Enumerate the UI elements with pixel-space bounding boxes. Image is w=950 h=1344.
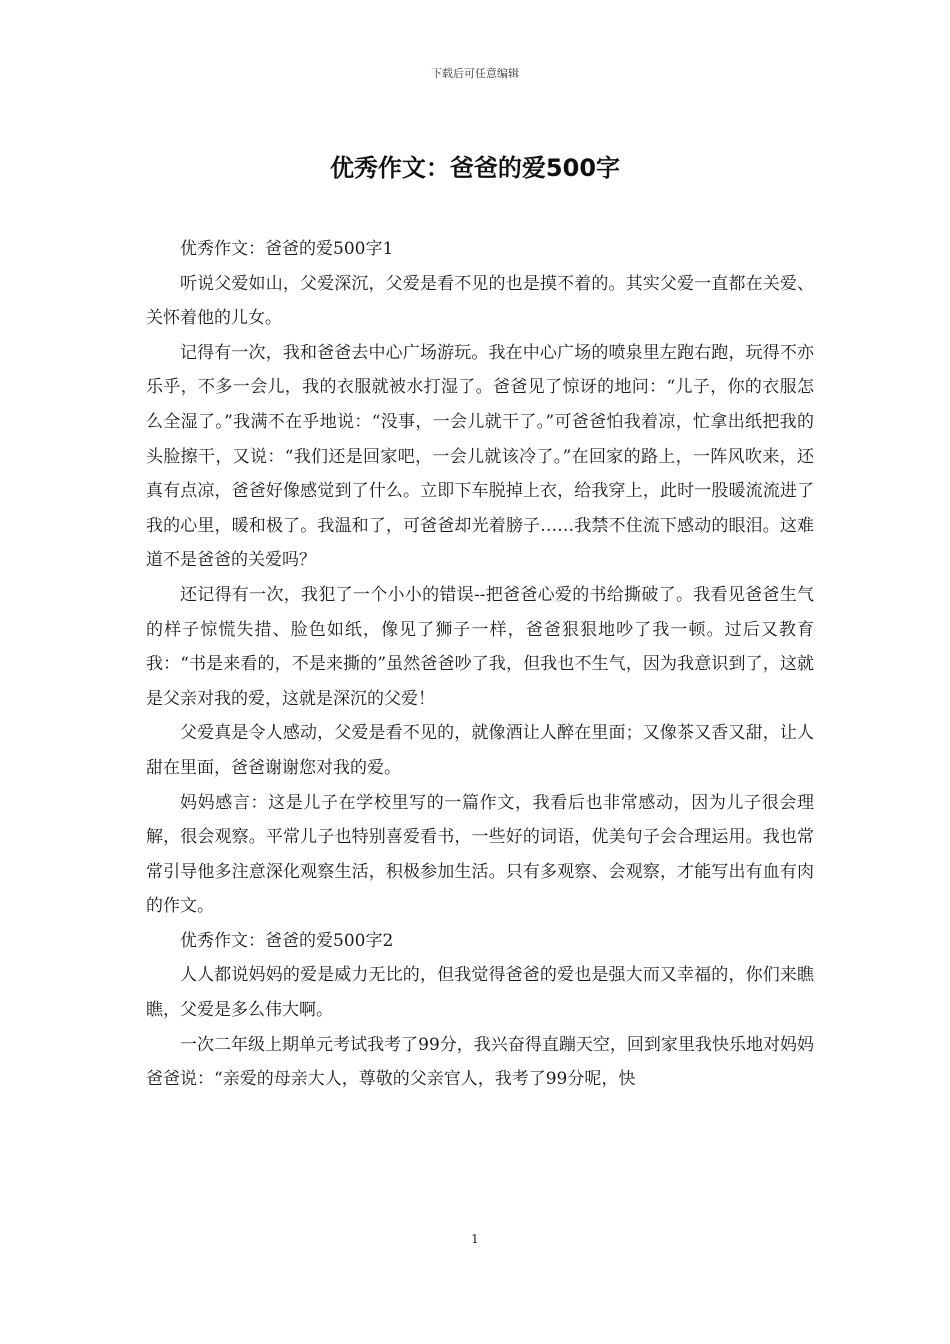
paragraph: 还记得有一次，我犯了一个小小的错误--把爸爸心爱的书给撕破了。我看见爸爸生气的样子惊慌失措、脸色如纸，像见了狮子一样，爸爸狠狠地吵了我一顿。过后又教育我：“书是来看的，不是来撕的”虽然爸爸吵了我，但我也不生气，因为我意识到了，这就是父亲对我的爱，这就是深沉的父爱！ [146, 584, 814, 709]
paragraph: 人人都说妈妈的爱是威力无比的，但我觉得爸爸的爱也是强大而又幸福的，你们来瞧瞧，父爱是多么伟大啊。 [146, 965, 814, 1021]
section-heading: 优秀作文：爸爸的爱500字2 [180, 930, 394, 951]
paragraph: 一次二年级上期单元考试我考了99分，我兴奋得直蹦天空，回到家里我快乐地对妈妈爸爸说：“亲爱的母亲大人，尊敬的父亲官人，我考了99分呢，快 [146, 1034, 814, 1090]
section-heading: 优秀作文：爸爸的爱500字1 [180, 239, 394, 259]
document-title: 优秀作文：爸爸的爱500字 [329, 154, 621, 182]
paragraph: 听说父爱如山，父爱深沉，父爱是看不见的也是摸不着的。其实父爱一直都在关爱、关怀着他的儿女。 [146, 273, 814, 329]
page-number: 1 [471, 1232, 479, 1246]
paragraph: 父爱真是令人感动，父爱是看不见的，就像酒让人醉在里面；又像茶又香又甜，让人甜在里面，爸爸谢谢您对我的爱。 [146, 723, 814, 778]
paragraph: 记得有一次，我和爸爸去中心广场游玩。我在中心广场的喷泉里左跑右跑，玩得不亦乐乎，不多一会儿，我的衣服就被水打湿了。爸爸见了惊讶的地问：“儿子，你的衣服怎么全湿了。”我满不在乎地说：“没事，一会儿就干了。”可爸爸怕我着凉，忙拿出纸把我的头脸擦干，又说：“我们还是回家吧，一会儿就该冷了。”在回家的路上，一阵风吹来，还真有点凉，爸爸好像感觉到了什么。立即下车脱掉上衣，给我穿上，此时一股暖流流进了我的心里，暖和极了。我温和了，可爸爸却光着膀子……我禁不住流下感动的眼泪。这难道不是爸爸的关爱吗？ [146, 342, 814, 571]
document-body [146, 232, 814, 1097]
paragraph: 妈妈感言：这是儿子在学校里写的一篇作文，我看后也非常感动，因为儿子很会理解，很会观察。平常儿子也特别喜爱看书，一些好的词语，优美句子会合理运用。我也常常引导他多注意深化观察生活，积极参加生活。只有多观察、会观察，才能写出有血有肉的作文。 [146, 792, 814, 917]
page-header-note: 下载后可任意编辑 [431, 67, 519, 80]
